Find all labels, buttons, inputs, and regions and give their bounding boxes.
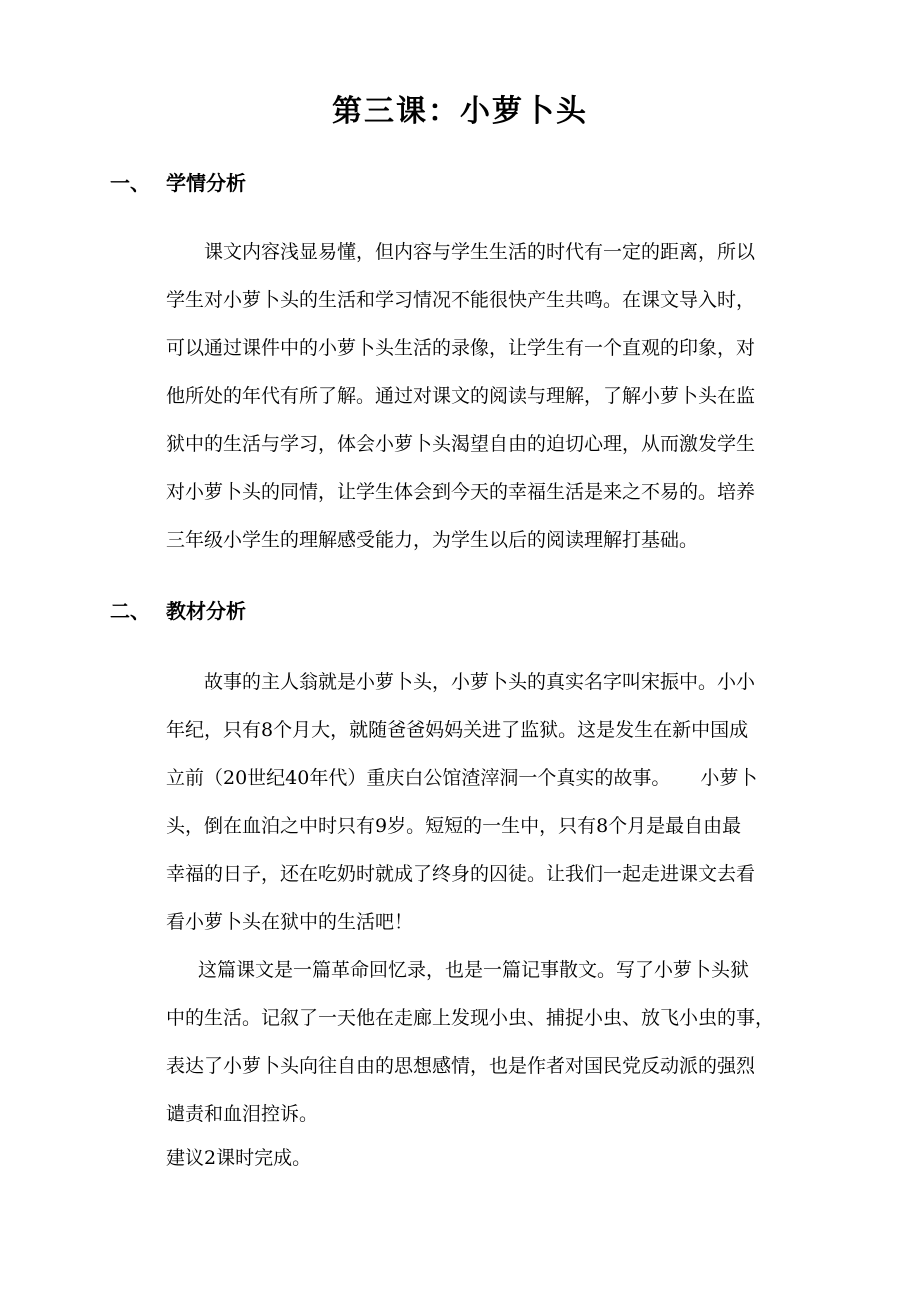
section-number: 一、 — [110, 171, 150, 195]
paragraph-line: 三年级小学生的理解感受能力，为学生以后的阅读理解打基础。 — [166, 529, 699, 551]
paragraph-line-text: 小萝卜 — [700, 767, 758, 789]
paragraph-line: 他所处的年代有所了解。通过对课文的阅读与理解，了解小萝卜头在监 — [166, 385, 756, 407]
paragraph-line: 学生对小萝卜头的生活和学习情况不能很快产生共鸣。在课文导入时， — [166, 289, 756, 311]
paragraph-line: 建议2课时完成。 — [166, 1147, 312, 1169]
paragraph-line: 可以通过课件中的小萝卜头生活的录像，让学生有一个直观的印象，对 — [166, 337, 756, 359]
paragraph-line: 年纪，只有8个月大，就随爸爸妈妈关进了监狱。这是发生在新中国成 — [166, 719, 749, 741]
paragraph-line: 看小萝卜头在狱中的生活吧！ — [166, 911, 414, 933]
paragraph-line-text: 立前（20世纪40年代）重庆白公馆渣滓洞一个真实的故事。 — [166, 767, 671, 789]
paragraph-line: 表达了小萝卜头向往自由的思想感情，也是作者对国民党反动派的强烈 — [166, 1055, 756, 1077]
paragraph-line: 故事的主人翁就是小萝卜头，小萝卜头的真实名字叫宋振中。小小 — [204, 671, 756, 693]
section-heading-2 — [110, 596, 246, 626]
page-title: 第三课：小萝卜头 — [332, 94, 588, 129]
paragraph-line: 狱中的生活与学习，体会小萝卜头渴望自由的迫切心理，从而激发学生 — [166, 433, 756, 455]
section-heading-1 — [110, 168, 246, 198]
paragraph-line: 幸福的日子，还在吃奶时就成了终身的囚徒。让我们一起走进课文去看 — [166, 863, 756, 885]
paragraph-line — [166, 754, 774, 802]
section-number: 二、 — [110, 599, 150, 623]
paragraph-line: 课文内容浅显易懂，但内容与学生生活的时代有一定的距离，所以 — [204, 241, 756, 263]
paragraph-line: 头，倒在血泊之中时只有9岁。短短的一生中，只有8个月是最自由最 — [166, 815, 742, 837]
section-body-1 — [166, 228, 755, 564]
paragraph-line: 谴责和血泪控诉。 — [166, 1103, 319, 1125]
paragraph-line: 这篇课文是一篇革命回忆录，也是一篇记事散文。写了小萝卜头狱 — [198, 959, 750, 981]
section-body-2 — [166, 658, 774, 1178]
section-title: 教材分析 — [166, 599, 246, 623]
section-title: 学情分析 — [166, 171, 246, 195]
paragraph-line: 对小萝卜头的同情，让学生体会到今天的幸福生活是来之不易的。培养 — [166, 481, 756, 503]
paragraph-line: 中的生活。记叙了一天他在走廊上发现小虫、捕捉小虫、放飞小虫的事， — [166, 1007, 775, 1029]
